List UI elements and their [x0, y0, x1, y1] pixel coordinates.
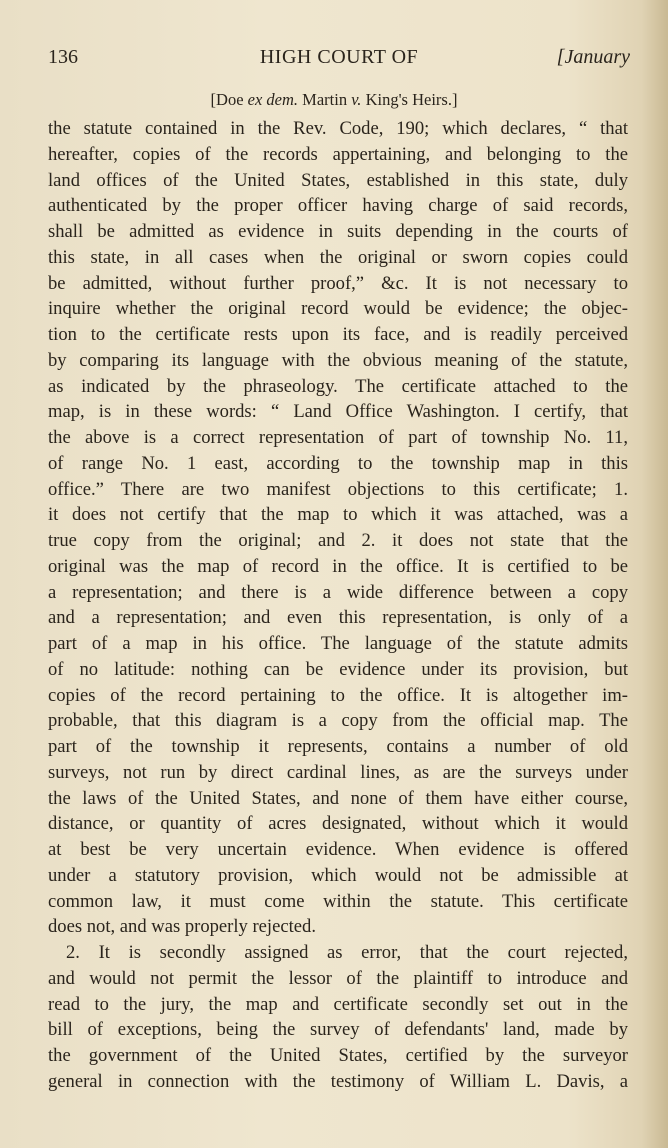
- text-line: authenticated by the proper officer having charge of said records,: [48, 195, 628, 217]
- text-line: of range No. 1 east, according to the township map in this: [48, 452, 628, 474]
- text-line: as indicated by the phraseology. The certificate attached to the: [48, 375, 628, 397]
- text-line: common law, it must come within the statute. This certificate: [48, 890, 628, 912]
- text-line: distance, or quantity of acres designated, without which it would: [48, 813, 628, 835]
- running-header: [48, 46, 630, 74]
- text-line: and would not permit the lessor of the plaintiff to introduce and: [48, 967, 628, 989]
- caption-middle: Martin: [298, 90, 352, 109]
- text-line: the government of the United States, certified by the surveyor: [48, 1045, 628, 1066]
- text-line: part of a map in his office. The language of the statute admits: [48, 633, 628, 654]
- text-line: general in connection with the testimony of William L. Davis, a: [48, 1070, 628, 1092]
- text-line: be admitted, without further proof,” &c. It is not necessary to: [48, 272, 628, 294]
- caption-open: [Doe: [210, 90, 248, 109]
- running-month: [January: [556, 46, 630, 68]
- text-line: the laws of the United States, and none of them have either course,: [48, 787, 628, 809]
- caption-italic: ex dem.: [247, 90, 299, 109]
- text-line: at best be very uncertain evidence. When evidence is offered: [48, 839, 628, 860]
- text-line: hereafter, copies of the records appertaining, and belonging to the: [48, 143, 628, 165]
- text-line: office.” There are two manifest objections to this certificate; 1.: [48, 478, 628, 500]
- text-line: probable, that this diagram is a copy from the official map. The: [48, 710, 628, 732]
- text-line: land offices of the United States, established in this state, duly: [48, 169, 628, 191]
- text-line: the above is a correct representation of part of township No. 11,: [48, 427, 628, 448]
- caption-v: v.: [351, 90, 362, 109]
- text-line: of no latitude: nothing can be evidence under its provision, but: [48, 658, 628, 680]
- text-line: 2. It is secondly assigned as error, that the court rejected,: [66, 942, 628, 963]
- text-line: a representation; and there is a wide difference between a copy: [48, 581, 628, 603]
- text-line: true copy from the original; and 2. it does not state that the: [48, 530, 628, 551]
- page-number: 136: [48, 46, 78, 68]
- text-line: the statute contained in the Rev. Code, 190; which declares, “ that: [48, 118, 628, 139]
- text-line: original was the map of record in the office. It is certified to be: [48, 555, 628, 577]
- running-title: HIGH COURT OF: [259, 46, 419, 68]
- text-line: and a representation; and even this representation, is only of a: [48, 607, 628, 629]
- case-caption: [0, 90, 668, 110]
- text-line: under a statutory provision, which would not be admissible at: [48, 864, 628, 886]
- text-line: part of the township it represents, contains a number of old: [48, 736, 628, 757]
- text-line: this state, in all cases when the original or sworn copies could: [48, 246, 628, 268]
- text-line: inquire whether the original record would be evidence; the objec-: [48, 298, 628, 320]
- body-text: [48, 116, 628, 1095]
- text-line: surveys, not run by direct cardinal lines, as are the surveys under: [48, 761, 628, 783]
- text-line: by comparing its language with the obvious meaning of the statute,: [48, 349, 628, 371]
- text-line: shall be admitted as evidence in suits depending in the courts of: [48, 221, 628, 242]
- text-line: it does not certify that the map to which it was attached, was a: [48, 504, 628, 526]
- text-line: copies of the record pertaining to the office. It is altogether im-: [48, 684, 628, 706]
- text-line: bill of exceptions, being the survey of defendants' land, made by: [48, 1019, 628, 1041]
- text-line: map, is in these words: “ Land Office Washington. I certify, that: [48, 401, 628, 423]
- text-line: does not, and was properly rejected.: [48, 916, 316, 938]
- text-line: tion to the certificate rests upon its face, and is readily perceived: [48, 324, 628, 345]
- caption-close: King's Heirs.]: [361, 90, 458, 109]
- text-line: read to the jury, the map and certificate secondly set out in the: [48, 993, 628, 1015]
